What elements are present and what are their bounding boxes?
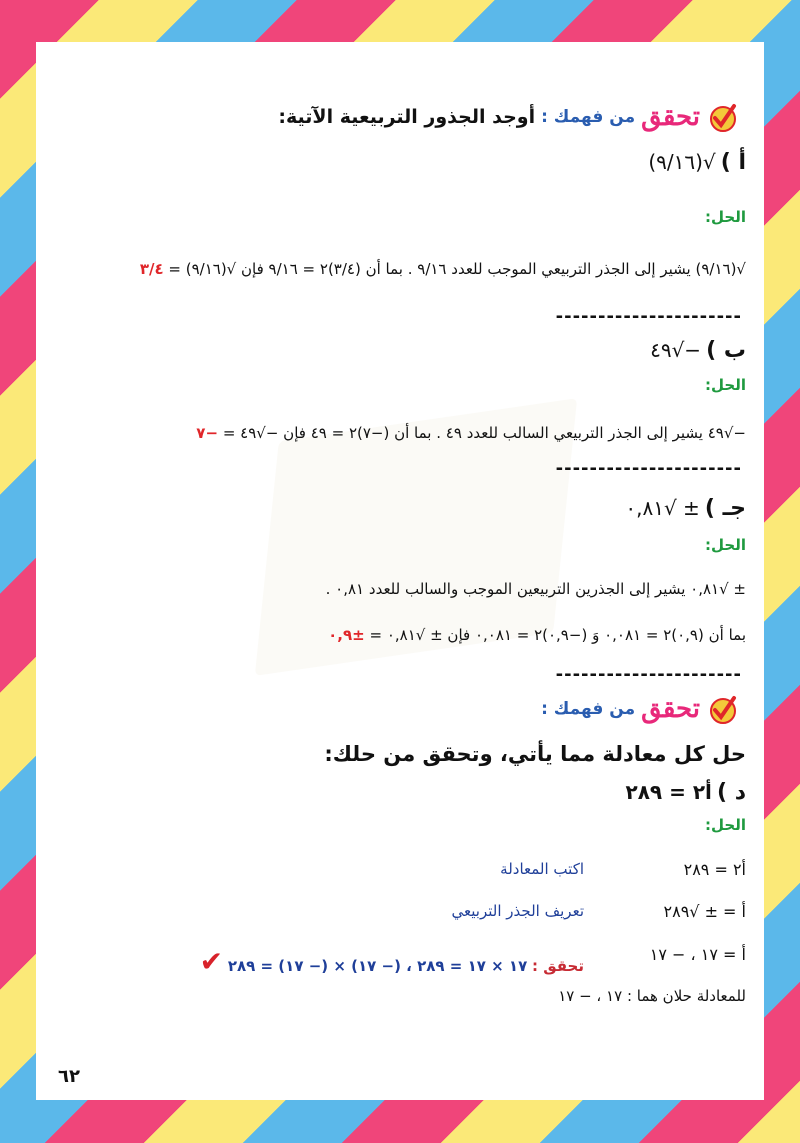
checkmark-icon: ✔	[199, 945, 224, 978]
part-d-expr: أ٢ = ٢٨٩	[625, 780, 712, 804]
part-c-heading	[625, 496, 746, 521]
from-understanding: من فهمك :	[541, 699, 636, 719]
part-b-answer: −٧	[196, 424, 219, 442]
part-b-line: −√٤٩ يشير إلى الجذر التربيعي السالب للعدد ٤٩ . بما أن (−٧)٢ = ٤٩ فإن −√٤٩ =	[222, 424, 746, 442]
solution-label: الحل:	[705, 816, 746, 834]
part-b-expr: −√٤٩	[650, 338, 702, 362]
check-line	[200, 945, 584, 978]
instruction: أوجد الجذور التربيعية الآتية:	[278, 106, 536, 128]
divider: ----------------------	[555, 458, 742, 479]
divider: ----------------------	[555, 664, 742, 685]
part-a-heading	[648, 150, 746, 175]
part-a-label: أ )	[720, 150, 746, 175]
step2-note: تعريف الجذر التربيعي	[451, 902, 584, 920]
solution-label: الحل:	[705, 376, 746, 394]
instruction-2: حل كل معادلة مما يأتي، وتحقق من حلك:	[324, 742, 746, 766]
step2-math: أ = ± √٢٨٩	[663, 902, 746, 921]
part-c-label: جـ )	[704, 496, 746, 521]
solution-label: الحل:	[705, 208, 746, 226]
page	[36, 42, 764, 1100]
part-a-solution-line	[140, 260, 746, 278]
check-math: ١٧ × ١٧ = ٢٨٩ ، (− ١٧) × (− ١٧) = ٢٨٩	[227, 957, 528, 975]
part-d-heading	[626, 780, 747, 805]
check-word: تحقق	[641, 694, 700, 724]
part-c-expr: ± √٠,٨١	[625, 496, 700, 520]
conclusion: للمعادلة حلان هما : ١٧ ، − ١٧	[558, 987, 746, 1005]
checkmark-icon	[706, 100, 740, 134]
check-word: تحقق	[641, 102, 700, 132]
part-b-solution-line	[196, 424, 746, 442]
page-number: ٦٢	[58, 1066, 80, 1087]
part-d-label: د )	[716, 780, 746, 805]
part-a-line: √(٩/١٦) يشير إلى الجذر التربيعي الموجب للعدد ٩/١٦ . بما أن (٣/٤)٢ = ٩/١٦ فإن √(٩/١٦) =	[168, 260, 746, 278]
check-label: تحقق :	[532, 957, 584, 975]
checkmark-icon	[706, 692, 740, 726]
part-b-label: ب )	[706, 338, 746, 363]
solution-label: الحل:	[705, 536, 746, 554]
part-c-solution-line	[328, 626, 746, 644]
check-understanding-header	[278, 100, 740, 134]
part-b-heading	[650, 338, 746, 363]
part-c-line2: بما أن (٠,٩)٢ = ٠,٠٨١ وَ (−٠,٩)٢ = ٠,٠٨١ فإن ± √٠,٨١ =	[369, 626, 746, 644]
step1-math: أ٢ = ٢٨٩	[683, 860, 746, 879]
check-understanding-header	[541, 692, 740, 726]
part-c-line1: ± √٠,٨١ يشير إلى الجذرين التربيعين الموجب والسالب للعدد ٠,٨١ .	[325, 580, 746, 598]
divider: ----------------------	[555, 306, 742, 327]
part-a-expr: √(٩/١٦)	[648, 150, 716, 174]
part-c-answer: ±٠,٩	[328, 626, 365, 644]
step1-note: اكتب المعادلة	[500, 860, 584, 878]
step3-math: أ = ١٧ ، − ١٧	[649, 945, 746, 964]
part-a-answer: ٣/٤	[139, 260, 164, 278]
from-understanding: من فهمك :	[541, 107, 636, 127]
